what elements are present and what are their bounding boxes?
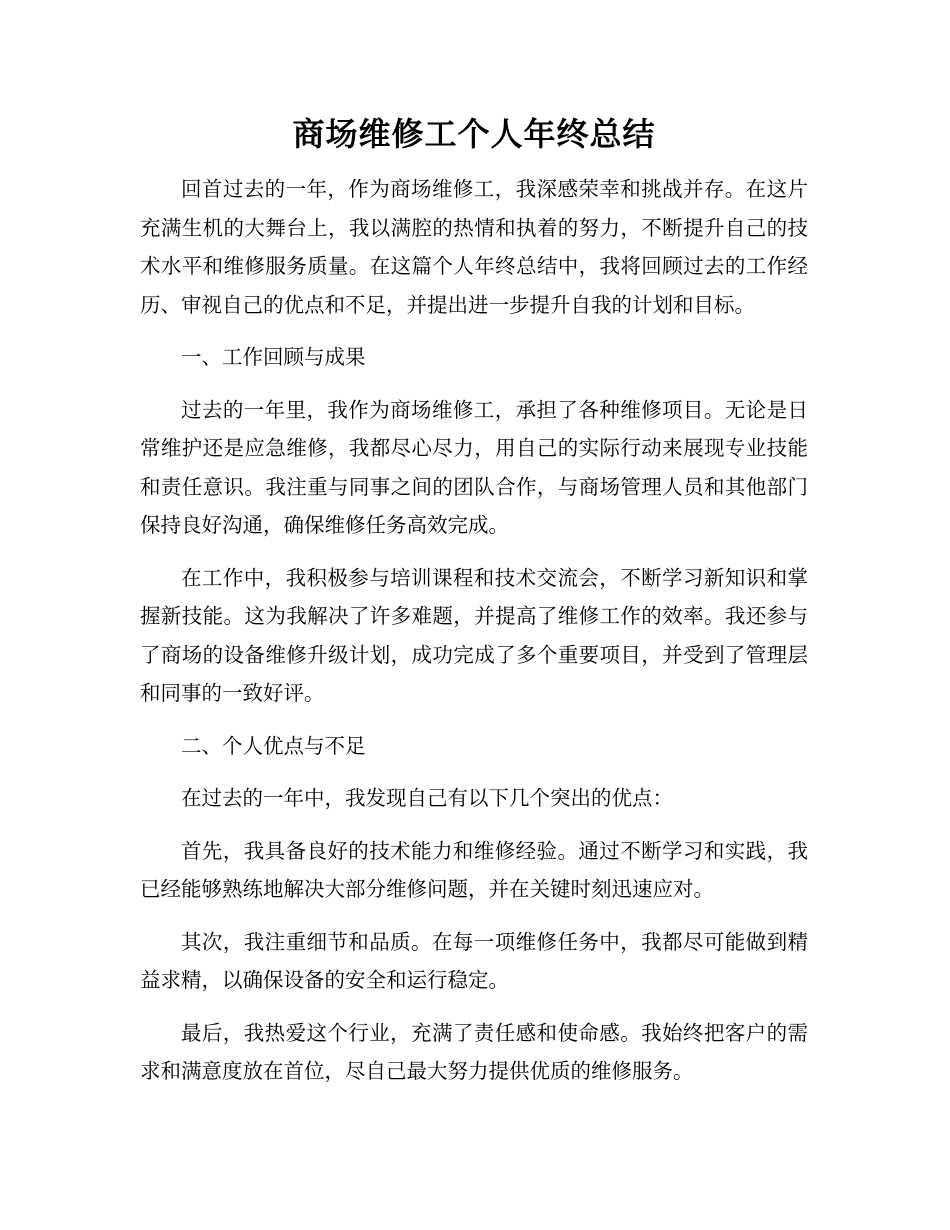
strength-second-paragraph: 其次，我注重细节和品质。在每一项维修任务中，我都尽可能做到精益求精，以确保设备的安全和运行稳定。 <box>140 929 808 992</box>
strength-first-paragraph: 首先，我具备良好的技术能力和维修经验。通过不断学习和实践，我已经能够熟练地解决大部分维修问题，并在关键时刻迅速应对。 <box>140 838 808 901</box>
intro-paragraph: 回首过去的一年，作为商场维修工，我深感荣幸和挑战并存。在这片充满生机的大舞台上，我以满腔的热情和执着的努力，不断提升自己的技术水平和维修服务质量。在这篇个人年终总结中，我将回顾过去的工作经历、审视自己的优点和不足，并提出进一步提升自我的计划和目标。 <box>140 177 808 317</box>
strength-last-paragraph: 最后，我热爱这个行业，充满了责任感和使命感。我始终把客户的需求和满意度放在首位，尽自己最大努力提供优质的维修服务。 <box>140 1020 808 1083</box>
training-paragraph: 在工作中，我积极参与培训课程和技术交流会，不断学习新知识和掌握新技能。这为我解决了许多难题，并提高了维修工作的效率。我还参与了商场的设备维修升级计划，成功完成了多个重要项目，并受到了管理层和同事的一致好评。 <box>140 565 808 705</box>
work-review-paragraph: 过去的一年里，我作为商场维修工，承担了各种维修项目。无论是日常维护还是应急维修，我都尽心尽力，用自己的实际行动来展现专业技能和责任意识。我注重与同事之间的团队合作，与商场管理人员和其他部门保持良好沟通，确保维修任务高效完成。 <box>140 397 808 537</box>
section-heading-strengths: 二、个人优点与不足 <box>181 733 366 758</box>
document-page <box>140 112 808 1105</box>
document-title: 商场维修工个人年终总结 <box>292 115 656 153</box>
strengths-intro-paragraph: 在过去的一年中，我发现自己有以下几个突出的优点： <box>181 786 673 810</box>
section-heading-work-review: 一、工作回顾与成果 <box>181 345 366 369</box>
